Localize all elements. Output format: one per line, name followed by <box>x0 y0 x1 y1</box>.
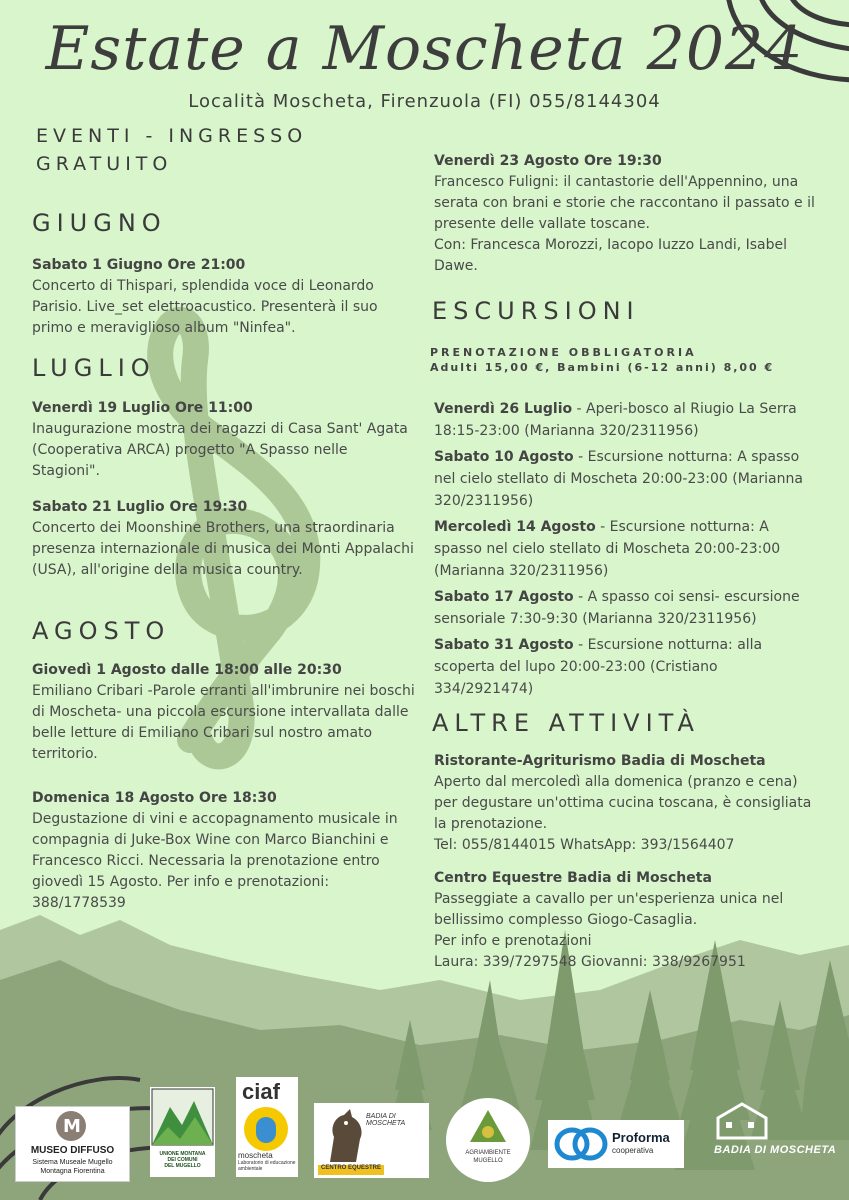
triangle-logo-icon <box>468 1108 508 1144</box>
activity-contacts: Tel: 055/8144015 WhatsApp: 393/1564407 <box>434 837 735 853</box>
event-giugno-1 <box>32 255 422 339</box>
owl-icon <box>244 1107 288 1151</box>
museo-diffuso-icon: M <box>56 1111 86 1141</box>
logo-museo-diffuso <box>15 1106 130 1182</box>
event-agosto-3 <box>434 151 819 277</box>
activity-title: Ristorante-Agriturismo Badia di Moscheta <box>434 753 766 769</box>
logo-ciaf <box>236 1077 298 1177</box>
logo-text: DEI COMUNI <box>167 1157 198 1163</box>
logo-text: BADIA DI MOSCHETA <box>714 1144 837 1156</box>
activity-centro-equestre <box>434 868 819 973</box>
event-luglio-2 <box>32 497 417 581</box>
logo-text: Laboratorio <box>238 1160 264 1166</box>
logo-text: MUSEO DIFFUSO <box>30 1145 115 1156</box>
excursion-item <box>434 634 814 700</box>
excursion-item <box>434 586 814 630</box>
logo-text: Sistema Museale Mugello <box>32 1159 113 1166</box>
badia-house-icon <box>712 1100 772 1140</box>
activity-description: Passeggiate a cavallo per un'esperienza unica nel bellissimo complesso Giogo-Casaglia. <box>434 891 784 928</box>
activity-title: Centro Equestre Badia di Moscheta <box>434 870 712 886</box>
logo-text: educazione <box>269 1160 296 1166</box>
excursion-date: Sabato 17 Agosto <box>434 589 574 605</box>
logo-text: moscheta <box>238 1151 273 1160</box>
excursion-item <box>434 516 814 582</box>
logo-text: CENTRO EQUESTRE <box>318 1165 384 1175</box>
logo-text: DEL MUGELLO <box>164 1163 201 1169</box>
event-luglio-1 <box>32 398 412 482</box>
activity-ristorante <box>434 751 819 856</box>
event-agosto-2 <box>32 788 422 914</box>
logo-unione-montana <box>150 1087 215 1177</box>
activity-contacts: Laura: 339/7297548 Giovanni: 338/9267951 <box>434 954 746 970</box>
logo-text: AGRIAMBIENTE <box>465 1150 511 1156</box>
activity-info: Per info e prenotazioni <box>434 933 592 949</box>
section-heading-agosto: AGOSTO <box>32 617 171 645</box>
event-description: Inaugurazione mostra dei ragazzi di Casa Sant' Agata (Cooperativa ARCA) progetto "A Spasso nelle Stagioni". <box>32 421 408 479</box>
logo-agriambiente <box>446 1098 530 1182</box>
intro-label: EVENTI - INGRESSO GRATUITO <box>36 125 308 175</box>
logo-text: ciaf <box>242 1079 280 1104</box>
section-heading-giugno: GIUGNO <box>32 209 167 237</box>
event-description: Concerto di Thispari, splendida voce di Leonardo Parisio. Live_set elettroacustico. Presenterà il suo primo e meraviglioso album "Ninfea". <box>32 278 378 336</box>
logo-text: di <box>264 1160 269 1166</box>
event-title: Sabato 21 Luglio Ore 19:30 <box>32 499 248 515</box>
excursion-date: Venerdì 26 Luglio <box>434 401 573 417</box>
event-title: Venerdì 19 Luglio Ore 11:00 <box>32 400 253 416</box>
event-title: Venerdì 23 Agosto Ore 19:30 <box>434 153 662 169</box>
event-title: Sabato 1 Giugno Ore 21:00 <box>32 257 246 273</box>
page-subtitle: Località Moscheta, Firenzuola (FI) 055/8144304 <box>188 91 661 112</box>
event-description: Concerto dei Moonshine Brothers, una straordinaria presenza internazionale di musica dei Monti Appalachi (USA), all'origine della musica country. <box>32 520 414 578</box>
price-info: Adulti 15,00 €, Bambini (6-12 anni) 8,00 € <box>430 361 775 374</box>
page-title: Estate a Moscheta 2024 <box>45 14 804 84</box>
excursion-description: - Aperi-bosco al Riugio La Serra 18:15-23:00 (Marianna 320/2311956) <box>434 401 797 439</box>
logo-badia-di-moscheta <box>712 1100 837 1170</box>
excursion-description: - Escursione notturna: A spasso nel cielo stellato di Moscheta 20:00-23:00 (Marianna 320/2311956) <box>434 519 781 579</box>
event-description: Emiliano Cribari -Parole erranti all'imbrunire nei boschi di Moscheta- una piccola escursione intervallata dalle belle letture di Emiliano Cribari sul nostro amato territorio. <box>32 683 415 762</box>
logo-text: Proforma <box>612 1130 670 1145</box>
excursion-description: - Escursione notturna: alla scoperta del lupo 20:00-23:00 (Cristiano 334/2921474) <box>434 637 763 697</box>
excursion-description: - Escursione notturna: A spasso nel cielo stellato di Moscheta 20:00-23:00 (Marianna 320/2311956) <box>434 449 803 509</box>
section-heading-luglio: LUGLIO <box>32 354 156 382</box>
section-heading-altre: ALTRE ATTIVITÀ <box>432 709 700 737</box>
logo-text: UNIONE MONTANA <box>159 1151 206 1157</box>
event-title: Domenica 18 Agosto Ore 18:30 <box>32 790 277 806</box>
activity-description: Aperto dal mercoledì alla domenica (pranzo e cena) per degustare un'ottima cucina toscana, è consigliata la prenotazione. <box>434 774 812 832</box>
event-title: Giovedì 1 Agosto dalle 18:00 alle 20:30 <box>32 662 342 678</box>
logo-centro-equestre <box>314 1103 429 1178</box>
mountain-logo-icon <box>150 1087 215 1147</box>
event-agosto-1 <box>32 660 422 765</box>
excursion-date: Mercoledì 14 Agosto <box>434 519 596 535</box>
logo-text: ambientale <box>238 1166 263 1172</box>
horse-icon <box>320 1107 370 1165</box>
logo-text: MUGELLO <box>473 1158 503 1164</box>
excursion-list <box>434 398 814 700</box>
booking-note: PRENOTAZIONE OBBLIGATORIA <box>430 346 697 359</box>
section-heading-escursioni: ESCURSIONI <box>432 297 640 325</box>
excursion-item <box>434 446 814 512</box>
excursion-description: - A spasso coi sensi- escursione sensoriale 7:30-9:30 (Marianna 320/2311956) <box>434 589 800 627</box>
logo-text: cooperativa <box>612 1146 654 1155</box>
logo-text: Montagna Fiorentina <box>40 1168 105 1175</box>
excursion-date: Sabato 31 Agosto <box>434 637 574 653</box>
event-guests: Con: Francesca Morozzi, Iacopo Iuzzo Landi, Isabel Dawe. <box>434 237 788 274</box>
excursion-date: Sabato 10 Agosto <box>434 449 574 465</box>
event-description: Degustazione di vini e accopagnamento musicale in compagnia di Juke-Box Wine con Marco Bianchini e Francesco Ricci. Necessaria la prenotazione entro giovedì 15 Agosto. Per info e prenotazioni: 388/1778539 <box>32 811 398 911</box>
logo-text: BADIA DI MOSCHETA <box>366 1113 406 1127</box>
excursion-item <box>434 398 814 442</box>
event-description: Francesco Fuligni: il cantastorie dell'Appennino, una serata con brani e storie che raccontano il passato e il presente delle vallate toscane. <box>434 174 815 232</box>
logo-proforma <box>548 1120 684 1168</box>
proforma-icon <box>554 1126 608 1162</box>
